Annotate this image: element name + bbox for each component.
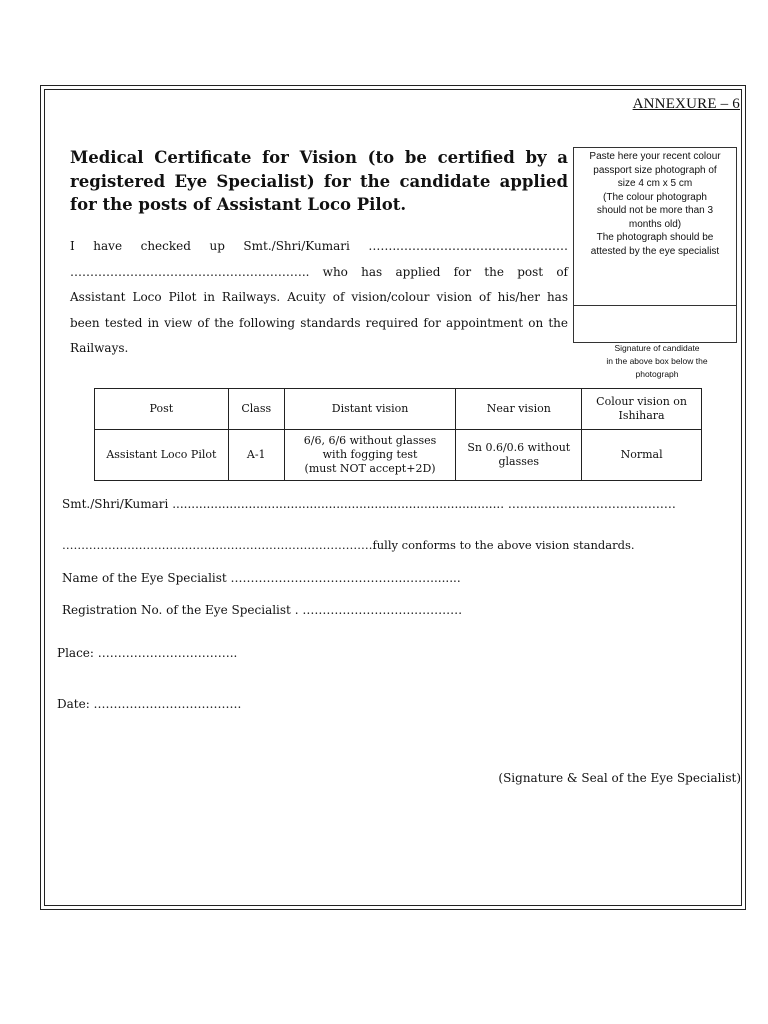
photo-instruction-line: The photograph should be (596, 232, 714, 243)
paragraph-line: Railways. (70, 341, 129, 355)
paragraph-line: Assistant Loco Pilot in Railways. Acuity of vision/colour vision of his/her has (70, 290, 568, 304)
photo-instructions (577, 150, 733, 258)
distant-vision-line: 6/6, 6/6 without glasses (303, 434, 437, 447)
near-vision-line: Sn 0.6/0.6 without (467, 441, 571, 454)
paragraph-line: ……………………………….………………….. who has applied for the post of (70, 264, 568, 279)
header-post: Post (95, 389, 229, 430)
photo-instruction-line: attested by the eye specialist (590, 245, 720, 257)
photo-instruction-line: size 4 cm x 5 cm (617, 178, 693, 189)
photo-instruction-line: Paste here your recent colour (589, 151, 721, 162)
table-header-row (95, 389, 702, 430)
signature-caption-line: in the above box below the (606, 356, 708, 366)
distant-vision-line: with fogging test (322, 448, 418, 461)
header-near-vision: Near vision (456, 389, 582, 430)
date-field[interactable]: Date: ………………………………. (57, 697, 242, 711)
header-class: Class (228, 389, 284, 430)
cell-colour-vision: Normal (582, 430, 702, 481)
photo-instruction-line: (The colour photograph (603, 191, 707, 203)
annexure-label: ANNEXURE – 6 (632, 96, 740, 112)
near-vision-line: glasses (498, 455, 540, 468)
signature-seal-label: (Signature & Seal of the Eye Specialist) (498, 771, 741, 785)
cell-post: Assistant Loco Pilot (95, 430, 229, 481)
signature-caption (590, 342, 724, 381)
photo-instruction-line: passport size photograph of (593, 164, 717, 176)
candidate-name-field[interactable]: Smt./Shri/Kumari ....................................................................................... …………………………………… (62, 497, 676, 511)
header-colour-vision: Colour vision on Ishihara (582, 389, 702, 430)
certificate-title: Medical Certificate for Vision (to be certified by a registered Eye Specialist) for the candidate applied for the posts of Assistant Loco Pilot. (70, 148, 568, 214)
paragraph-line: been tested in view of the following standards required for appointment on the (70, 315, 568, 330)
eye-specialist-name-field[interactable]: Name of the Eye Specialist ……………………………………..……........ (62, 571, 461, 585)
paragraph-line: I have checked up Smt./Shri/Kumari ……..…………………………………… (70, 239, 568, 253)
signature-box-divider (573, 305, 737, 306)
registration-number-field[interactable]: Registration No. of the Eye Specialist . ……………………….………… (62, 603, 463, 617)
photo-instruction-line: months old) (628, 218, 682, 230)
photo-instruction-line: should not be more than 3 (596, 205, 714, 216)
distant-vision-line: (must NOT accept+2D) (304, 462, 436, 475)
cell-distant-vision (284, 430, 456, 481)
header-distant-vision: Distant vision (284, 389, 456, 430)
signature-caption-line: Signature of candidate (614, 343, 700, 353)
place-field[interactable]: Place: …………………………….. (57, 646, 238, 660)
cell-near-vision (456, 430, 582, 481)
conformity-statement[interactable]: ………………………………………………………………………fully conforms to the above vision standards. (62, 538, 635, 552)
table-row (95, 430, 702, 481)
certificate-paragraph (70, 234, 568, 362)
signature-caption-line: photograph (635, 369, 679, 379)
cell-class: A-1 (228, 430, 284, 481)
vision-standards-table (94, 388, 702, 481)
